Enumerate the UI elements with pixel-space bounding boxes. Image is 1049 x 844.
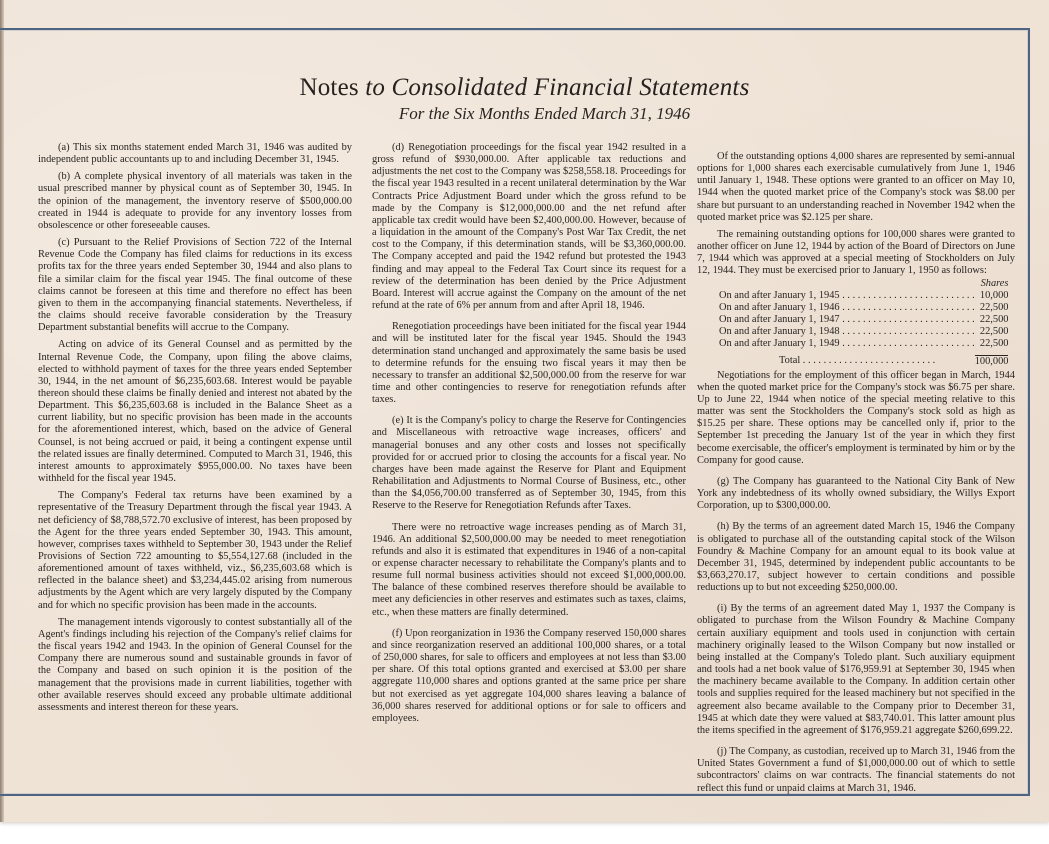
schedule-total-row	[719, 355, 1008, 368]
note-j: (j) The Company, as custodian, received up to March 31, 1946 from the United States Government a fund of $1,000,000.00 out of which to settle subcontractors' claims on war contracts. The financial statements do not reflect this fund or unpaid claims at March 31, 1946.	[697, 746, 1015, 794]
schedule-row-shares: 22,500	[979, 301, 1009, 313]
column-left	[38, 142, 352, 719]
schedule-row	[719, 302, 1008, 314]
note-c-withheld-taxes: Acting on advice of its General Counsel and as permitted by the Internal Revenue Code, the Company, upon filing the above claims, elected to withhold payment of taxes for the three years ended September 30, 1944, in the net amount of $6,235,603.68. Interest would be payable thereon should these claims be finally denied and interest not abated by the Department. This $6,235,603.68 is included in the Balance Sheet as a current liability, but no specific provision has been made in the accounts for the aforementioned interest, which, based on the advice of General Counsel, is not being accrued or paid, it being a contingent expense until the related issues are finally determined. Computed to March 31, 1946, this interest amounts to approximately $955,000.00. No taxes have been withheld for the fiscal year 1945.	[38, 339, 352, 485]
note-b: (b) A complete physical inventory of all materials was taken in the usual prescribed manner by physical count as of September 30, 1945. In the opinion of the management, the inventory reserve of $500,000.00 created in 1944 is adequate to provide for any inventory losses from obsolescence or other foreseeable causes.	[38, 171, 352, 231]
page-header	[0, 74, 1049, 124]
note-f-remaining-options: The remaining outstanding options for 100,000 shares were granted to another officer on June 12, 1944 by action of the Board of Directors on June 7, 1944 which was approved at a special meeting of Stockholders on July 12, 1944. They must be exercised prior to January 1, 1950 as follows:	[697, 228, 1015, 277]
note-f: (f) Upon reorganization in 1936 the Company reserved 150,000 shares and since reorganization reserved an additional 100,000 shares, or a total of 250,000 shares, for sale to officers and employees at not less than $3.00 per share. Of this total options granted and exercised at $3.00 per share aggregate 110,000 shares and options granted at the same price per share but not exercised as yet aggregate 104,000 shares leaving a balance of 36,000 shares reserved for additional options or for sale to officers and employees.	[372, 627, 686, 724]
note-c-federal-tax-returns: The Company's Federal tax returns have been examined by a representative of the Treasury Department through the fiscal year 1943. A net deficiency of $8,788,572.70 exclusive of interest, has been proposed by the Agent for the three years ended September 30, 1943. This amount, however, comprises taxes withheld to September 30, 1943 under the Relief Provisions of Section 722 amounting to $5,554,127.68 (included in the aforementioned amount of taxes withheld, viz., $6,235,603.68 which is reflected in the balance sheet) and $3,234,445.02 arising from numerous adjustments by the Agent which are very largely disputed by the Company and for which no specific provision has been made in the accounts.	[38, 490, 352, 611]
note-e-wage-increases: There were no retroactive wage increases pending as of March 31, 1946. An additional $2,500,000.00 may be needed to meet renegotiation refunds and also it is estimated that expenditures in 1946 of a non-capital or expense character necessary to rehabilitate the Company's plants and to resume full normal business activities should not exceed $1,000,000.00. The balance of these combined reserves therefore should be available to meet any deficiencies in other reserves and estimates such as taxes, claims, etc., when these matters are finally determined.	[372, 521, 686, 618]
schedule-row-shares: 22,500	[979, 314, 1009, 326]
note-c: (c) Pursuant to the Relief Provisions of Section 722 of the Internal Revenue Code the Company has filed claims for reductions in its excess profits tax for the three years ended September 30, 1944 and also plans to file a similar claim for the fiscal year 1945. The final outcome of these claims cannot be foreseen at this time and therefore no effect has been given to them in the accompanying financial statements. Nevertheless, if the claims should receive favorable consideration by the Treasury Department substantial benefits will accrue to the Company.	[38, 237, 352, 334]
schedule-row-label: On and after January 1, 1946	[719, 301, 840, 313]
page-subtitle: For the Six Months Ended March 31, 1946	[398, 104, 691, 123]
page-title	[0, 74, 1049, 102]
schedule-row	[719, 314, 1008, 326]
note-d-renegotiation: Renegotiation proceedings have been initiated for the fiscal year 1944 and will be instituted later for the fiscal year 1945. Should the 1943 determination stand unchanged and approximately the same basis be used to determine refunds for the ensuing two fiscal years it may then be necessary to transfer an additional $2,500,000.00 from the reserve for war time and other contingencies to reserve for renegotiation refunds after taxes.	[372, 321, 686, 406]
schedule-header-row	[719, 278, 1008, 290]
schedule-header-shares: Shares	[980, 277, 1009, 289]
schedule-total-value: 100,000	[974, 355, 1009, 367]
options-schedule-table	[719, 278, 1008, 368]
note-a: (a) This six months statement ended March 31, 1946 was audited by independent public accountants up to and including December 31, 1945.	[38, 142, 352, 166]
column-middle	[372, 142, 686, 730]
schedule-row-shares: 10,000	[979, 289, 1009, 301]
note-f-outstanding-options: Of the outstanding options 4,000 shares are represented by semi-annual options for 1,000 shares each exercisable cumulatively from June 1, 1946 until January 1, 1948. These options were granted to an officer on May 10, 1944 when the quoted market price of the Company's stock was $8.00 per share but pursuant to an understanding reached in November 1942 when the quoted market price was $2.125 per share.	[697, 151, 1015, 223]
title-italic: to Consolidated Financial Statements	[365, 74, 750, 101]
note-i: (i) By the terms of an agreement dated May 1, 1937 the Company is obligated to purchase from the Wilson Foundry & Machine Company certain auxiliary equipment and tools used in conjunction with certain machinery originally leased to the Wilson Company but now installed or being installed at the Company's Toledo plant. Such auxiliary equipment and tools had a net book value of $176,959.91 at September 30, 1945 when the machinery became available to the Company. In addition certain other tools and supplies required for the leased machinery but not specified in the agreement also became available to the Company prior to December 31, 1945 at which date they were valued at $83,740.01. This latter amount plus the items specified in the agreement of $176,959.21 aggregate $260,699.22.	[697, 603, 1015, 736]
schedule-row	[719, 290, 1008, 302]
schedule-total-label: Total	[779, 355, 801, 367]
schedule-row-shares: 22,500	[979, 326, 1009, 338]
note-f-negotiations: Negotiations for the employment of this officer began in March, 1944 when the quoted market price for the Company's stock was $6.75 per share. Up to June 22, 1944 when notice of the special meeting relative to this matter was sent the Stockholders the Company's stock sold as high as $15.25 per share. These options may be cancelled only if, prior to the September 1st preceding the January 1st of the year in which they first become exercisable, the officer's employment is terminated by him or by the Company for good cause.	[697, 369, 1015, 466]
schedule-row-label: On and after January 1, 1949	[719, 338, 840, 350]
schedule-row	[719, 326, 1008, 338]
note-g: (g) The Company has guaranteed to the National City Bank of New York any indebtedness of its wholly owned subsidiary, the Willys Export Corporation, up to $300,000.00.	[697, 475, 1015, 512]
note-c-management-contest: The management intends vigorously to contest substantially all of the Agent's findings including his rejection of the Company's relief claims for the fiscal years 1942 and 1943. In the opinion of General Counsel for the Company there are numerous sound and sustainable grounds in favor of the Company and based on such opinion it is the position of the management that the provisions made in current liabilities, together with other available reserves should exceed any probable ultimate additional assessments and interest thereon for these years.	[38, 616, 352, 713]
note-d: (d) Renegotiation proceedings for the fiscal year 1942 resulted in a gross refund of $930,000.00. After applicable tax reductions and adjustments the net cost to the Company was $258,558.18. Proceedings for the fiscal year 1943 resulted in a recent unilateral determination by the War Contracts Price Adjustment Board under which the gross refund to be made by the Company is $12,000,000.00 and the net refund after applicable tax credit would have been $2,400,000.00. However, because of a liquidation in the amount of the Company's Post War Tax Credit, the net cost to the Company, if this determination stands, will be $3,360,000.00. The Company accepted and paid the 1942 refund but protested the 1943 finding and may appeal to the Federal Tax Court since its request for a review of the determination has been denied by the Price Adjustment Board. Interest will accrue against the Company on the amount of the net refund at the rate of 6% per annum from and after April 18, 1946.	[372, 142, 686, 312]
schedule-row-label: On and after January 1, 1945	[719, 289, 840, 301]
note-h: (h) By the terms of an agreement dated March 15, 1946 the Company is obligated to purchase all of the outstanding capital stock of the Wilson Foundry & Machine Company for an amount equal to its book value at December 31, 1945, determined by independent public accountants to be $3,663,270.17, subject however to certain conditions and possible reductions up to but not exceeding $250,000.00.	[697, 521, 1015, 594]
note-e: (e) It is the Company's policy to charge the Reserve for Contingencies and Miscellaneous with retroactive wage increases, officers' and managerial bonuses and any other costs and losses not specifically provided for or accrued prior to closing the accounts for a fiscal year. No charges have been made against the Reserve for Plant and Equipment Rehabilitation and Adjustments to Normal Course of Business, etc., other than the $4,056,700.00 transferred as of September 30, 1945, from this Reserve to the Reserve for Renegotiation Refunds after Taxes.	[372, 415, 686, 512]
schedule-row	[719, 338, 1008, 350]
column-right	[697, 142, 1015, 800]
schedule-row-label: On and after January 1, 1948	[719, 326, 840, 338]
schedule-row-label: On and after January 1, 1947	[719, 314, 840, 326]
title-prefix: Notes	[299, 74, 359, 101]
schedule-row-shares: 22,500	[979, 338, 1009, 350]
